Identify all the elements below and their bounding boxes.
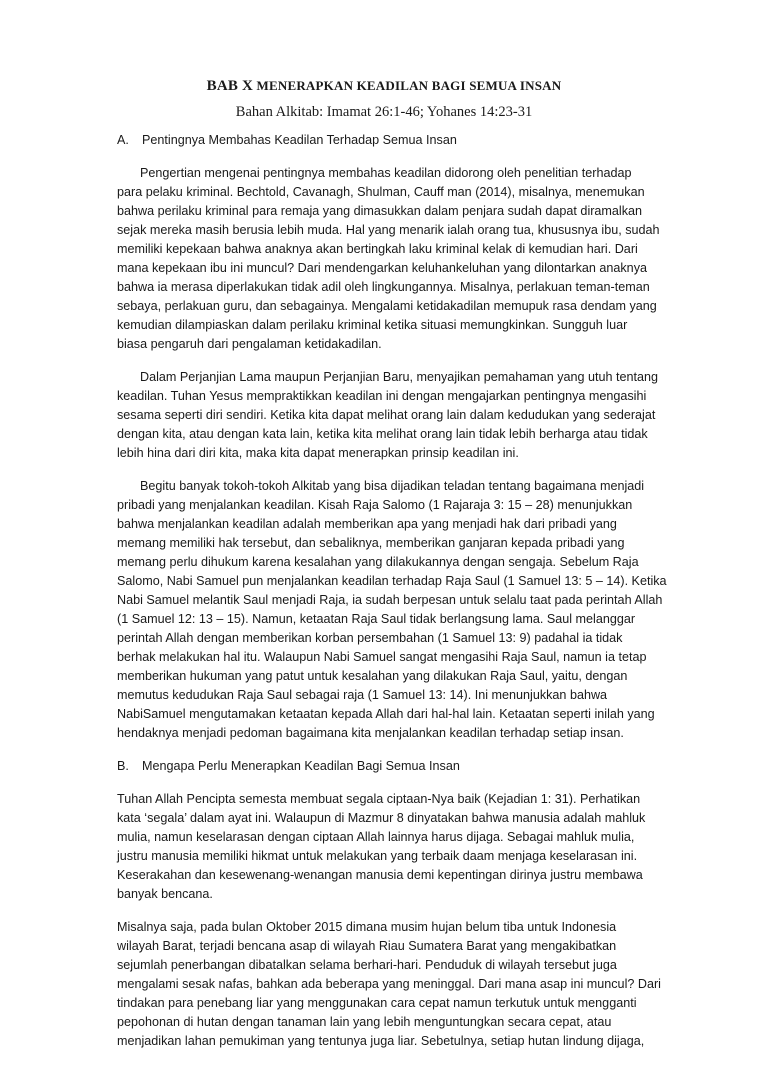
chapter-title-initial: BAB X xyxy=(206,78,254,94)
section-b-heading xyxy=(117,757,677,776)
document-body xyxy=(117,131,677,1065)
section-a-title: Pentingnya Membahas Keadilan Terhadap Semua Insan xyxy=(142,133,457,147)
section-b-title: Mengapa Perlu Menerapkan Keadilan Bagi Semua Insan xyxy=(142,759,460,773)
chapter-title xyxy=(0,78,768,95)
section-a-paragraph-2: Dalam Perjanjian Lama maupun Perjanjian Baru, menyajikan pemahaman yang utuh tentang keadilan. Tuhan Yesus mempraktikkan keadilan ini dengan mengajarkan pentingnya mengasihi sesama seperti diri sendiri. Ketika kita dapat melihat orang lain dalam kedudukan yang sederajat dengan kita, atau dengan kata lain, ketika kita melihat orang lain tidak lebih berharga atau tidak lebih hina dari diri kita, maka kita dapat menerapkan prinsip keadilan ini. xyxy=(117,370,659,460)
section-a-paragraph-3: Begitu banyak tokoh-tokoh Alkitab yang bisa dijadikan teladan tentang bagaimana menjadi pribadi yang menjalankan keadilan. Kisah Raja Salomo (1 Rajaraja 3: 15 – 28) menunjukkan bahwa menjalankan keadilan adalah memberikan apa yang menjadi hak dari pribadi yang memang memiliki hak tersebut, dan sebaliknya, memberikan ganjaran kepada pribadi yang memang perlu dihukum karena kesalahan yang dilakukannya dengan sengaja. Sebelum Raja Salomo, Nabi Samuel pun menjalankan keadilan terhadap Raja Saul (1 Samuel 13: 5 – 14). Ketika Nabi Samuel melantik Saul menjadi Raja, ia sudah berpesan untuk selalu taat pada perintah Allah (1 Samuel 12: 13 – 15). Namun, ketaatan Raja Saul tidak berlangsung lama. Saul melanggar perintah Allah dengan memberikan korban persembahan (1 Samuel 13: 9) padahal ia tidak berhak melakukan hal itu. Walaupun Nabi Samuel sangat mengasihi Raja Saul, namun ia tetap memberikan hukuman yang patut untuk kesalahan yang dilakukan Raja Saul, yaitu, dengan memutus kedudukan Raja Saul sebagai raja (1 Samuel 13: 14). Ini menunjukkan bahwa NabiSamuel mengutamakan ketaatan kepada Allah dari hal-hal lain. Ketaatan seperti inilah yang hendaknya menjadi pedoman bagaimana kita menjalankan keadilan terhadap setiap insan. xyxy=(117,479,667,740)
section-a-number: A. xyxy=(117,133,129,147)
section-b-paragraph-1: Tuhan Allah Pencipta semesta membuat segala ciptaan-Nya baik (Kejadian 1: 31). Perhatikan kata ‘segala’ dalam ayat ini. Walaupun di Mazmur 8 dinyatakan bahwa manusia adalah mahluk mulia, namun keselarasan dengan ciptaan Allah lainnya harus dijaga. Sebagai mahluk mulia, justru manusia memiliki hikmat untuk melakukan yang terbaik daam menjaga keselarasan ini. Keserakahan dan kesewenang-wenangan manusia demi kepentingan dirinya justru membawa banyak bencana. xyxy=(117,792,646,901)
section-b-paragraph-2: Misalnya saja, pada bulan Oktober 2015 dimana musim hujan belum tiba untuk Indonesia wilayah Barat, terjadi bencana asap di wilayah Riau Sumatera Barat yang mengakibatkan sejumlah penerbangan dibatalkan selama berhari-hari. Penduduk di wilayah tersebut juga mengalami sesak nafas, bahkan ada beberapa yang meninggal. Dari mana asap ini muncul? Dari tindakan para penebang liar yang menggunakan cara cepat namun terkutuk untuk mengganti pepohonan di hutan dengan tanaman lain yang lebih menguntungkan secara cepat, atau menjadikan lahan pemukiman yang tentunya juga liar. Sebetulnya, setiap hutan lindung dijaga, xyxy=(117,920,661,1048)
section-a-heading xyxy=(117,131,677,150)
bible-reading-reference: Bahan Alkitab: Imamat 26:1-46; Yohanes 14:23-31 xyxy=(235,104,533,120)
section-a-paragraph-1: Pengertian mengenai pentingnya membahas keadilan didorong oleh penelitian terhadap para pelaku kriminal. Bechtold, Cavanagh, Shulman, Cauff man (2014), misalnya, menemukan bahwa perilaku kriminal para remaja yang dimasukkan dalam penjara sudah dapat diramalkan sejak mereka masih berusia lebih muda. Hal yang menarik ialah orang tua, khususnya ibu, sudah memiliki kepekaan bahwa anaknya akan bertingkah laku kriminal kelak di kemudian hari. Dari mana kepekaan ibu ini muncul? Dari mendengarkan keluhankeluhan yang dilontarkan anaknya bahwa ia merasa diperlakukan tidak adil oleh lingkungannya. Misalnya, perlakuan teman-teman sebaya, perlakuan guru, dan sebagainya. Mengalami ketidakadilan memupuk rasa dendam yang kemudian dilampiaskan dalam perilaku kriminal ketika situasi memungkinkan. Sungguh luar biasa pengaruh dari pengalaman ketidakadilan. xyxy=(117,166,660,351)
section-b-number: B. xyxy=(117,759,129,773)
chapter-title-rest: MENERAPKAN KEADILAN BAGI SEMUA INSAN xyxy=(256,78,562,93)
